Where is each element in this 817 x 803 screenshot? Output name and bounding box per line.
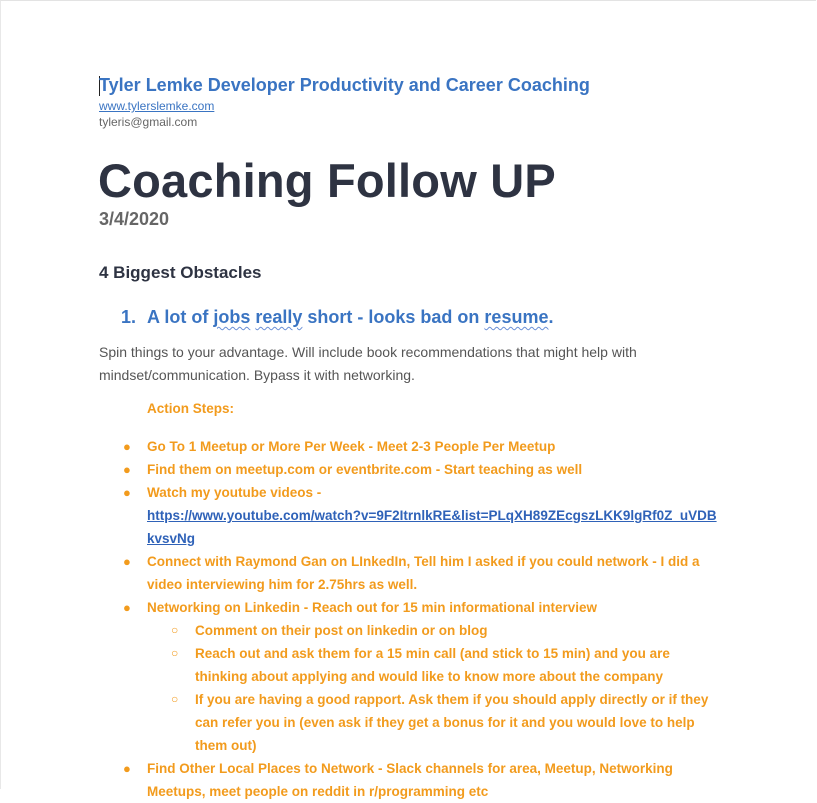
contact-email: tyleris@gmail.com [99,115,198,129]
circle-bullet-icon: ○ [171,646,179,660]
list-item [1,435,717,458]
list-item [1,550,717,596]
website-link[interactable]: www.tylerslemke.com [99,99,215,113]
sub-list-item [1,688,725,757]
spellcheck-word[interactable]: really [255,307,303,327]
section-heading: 4 Biggest Obstacles [99,263,262,282]
step-text: Connect with Raymond Gan on LInkedIn, Tell him I asked if you could network - I did a video interviewing him for 2.75hrs as well. [147,554,700,592]
sub-list-item [1,619,725,642]
substep-text: Comment on their post on linkedin or on blog [195,623,488,638]
list-item [1,596,717,619]
spellcheck-word[interactable]: jobs [213,307,251,327]
document-title: Coaching Follow UP [98,154,556,207]
circle-bullet-icon: ○ [171,623,179,637]
list-item [1,481,717,550]
substep-text: Reach out and ask them for a 15 min call (and stick to 15 min) and you are thinking about applying and would like to know more about the company [195,646,670,684]
obstacle-heading-part: short - looks bad on [302,307,485,327]
step-text: Find them on meetup.com or eventbrite.com - Start teaching as well [147,462,583,477]
obstacle-number: 1. [121,307,137,327]
action-steps-list [1,435,817,803]
bullet-icon: ● [123,462,131,477]
circle-bullet-icon: ○ [171,692,179,706]
step-text: Find Other Local Places to Network - Slack channels for area, Meetup, Networking Meetups, meet people on reddit in r/programming etc [147,761,673,799]
step-text: Networking on Linkedin - Reach out for 15 min informational interview [147,600,598,615]
list-item [1,458,717,481]
document-date: 3/4/2020 [99,209,170,229]
spellcheck-word[interactable]: resume [484,307,549,327]
bullet-icon: ● [123,439,131,454]
obstacle-heading [147,307,553,328]
action-steps-label: Action Steps: [147,401,235,416]
bullet-icon: ● [123,554,131,569]
bullet-icon: ● [123,485,131,500]
bullet-icon: ● [123,761,131,776]
substep-text: If you are having a good rapport. Ask them if you should apply directly or if they can refer you in (even ask if they get a bonus for it and you would love to help them out) [195,692,709,753]
step-text: Go To 1 Meetup or More Per Week - Meet 2-3 People Per Meetup [147,439,556,454]
step-text: Watch my youtube videos - [147,485,322,500]
obstacle-heading-part: . [548,307,554,327]
list-item [1,757,717,803]
bullet-icon: ● [123,600,131,615]
brand-title: Tyler Lemke Developer Productivity and Career Coaching [99,75,590,95]
youtube-link[interactable]: https://www.youtube.com/watch?v=9F2ItrnlkRE&list=PLqXH89ZEcgszLKK9lgRf0Z_uVDBkvsvNg [147,508,717,546]
obstacle-description: Spin things to your advantage. Will include book recommendations that might help with mindset/communication. Bypass it with networking. [99,344,637,383]
obstacle-heading-part: A lot of [147,307,214,327]
sub-list-item [1,642,725,688]
